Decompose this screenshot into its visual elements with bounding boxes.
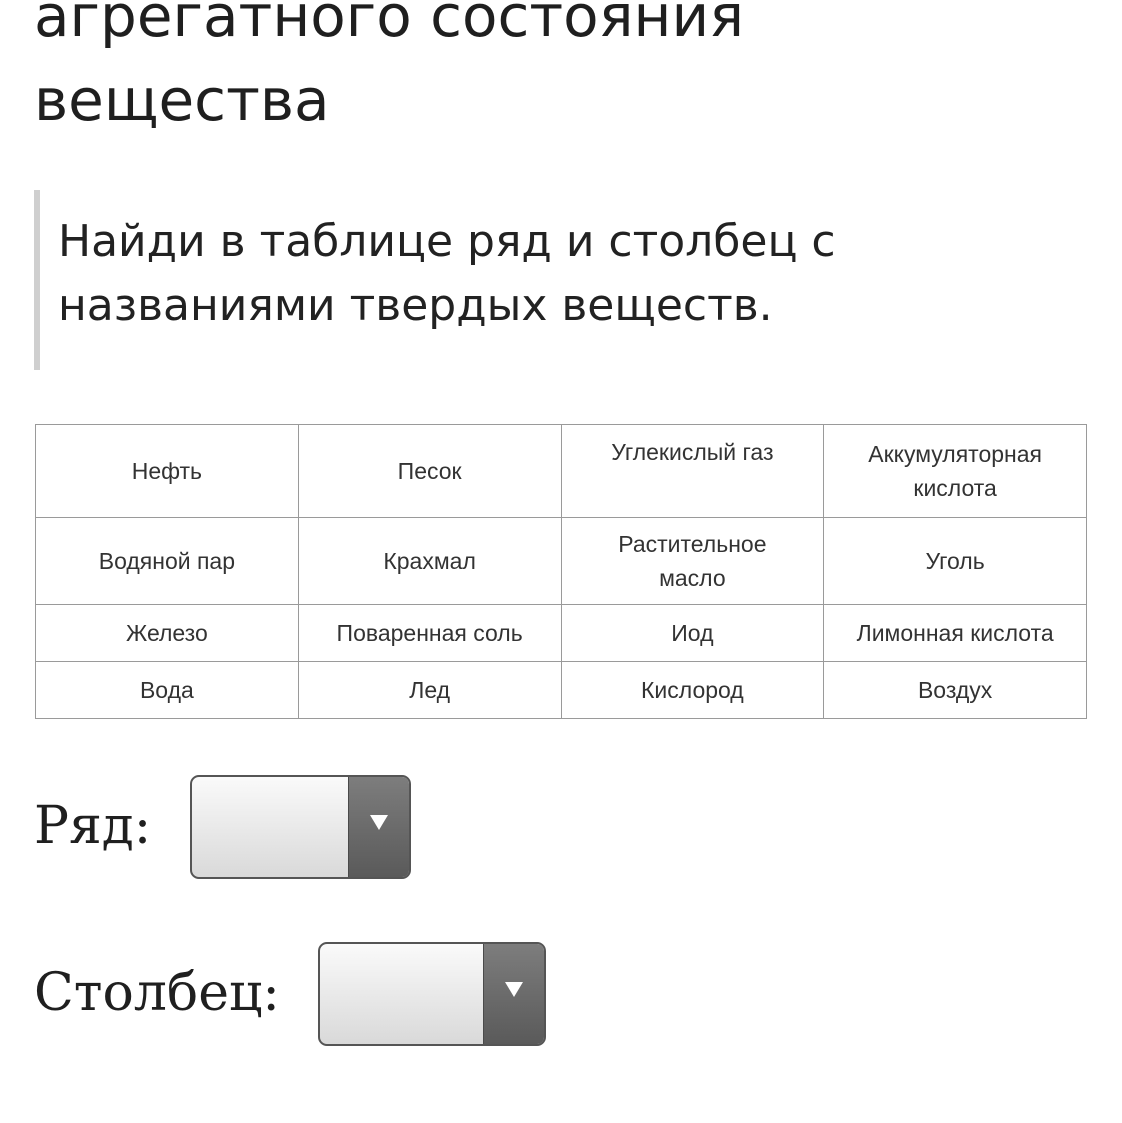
- table-cell: Кислород: [561, 662, 824, 719]
- table-cell: Водяной пар: [36, 518, 299, 605]
- table-cell: Поваренная соль: [298, 605, 561, 662]
- table-cell: Аккумуляторная кислота: [824, 425, 1087, 518]
- page-title-line-1: агрегатного состояния: [34, 0, 745, 50]
- chevron-down-icon[interactable]: [348, 777, 409, 877]
- instruction-blockquote: [34, 190, 1074, 370]
- table-cell: Углекислый газ: [561, 425, 824, 518]
- column-label: Столбец:: [34, 963, 280, 1023]
- substances-table: [35, 424, 1087, 719]
- table-cell: Песок: [298, 425, 561, 518]
- table-row: [36, 518, 1087, 605]
- table-cell: Железо: [36, 605, 299, 662]
- table-cell: Воздух: [824, 662, 1087, 719]
- column-select[interactable]: [318, 942, 546, 1046]
- table-row: [36, 662, 1087, 719]
- row-label: Ряд:: [34, 796, 152, 856]
- page-title-line-2: вещества: [34, 66, 330, 134]
- table-cell: Лимонная кислота: [824, 605, 1087, 662]
- table-cell: Уголь: [824, 518, 1087, 605]
- table-cell: Вода: [36, 662, 299, 719]
- instruction-line-1: Найди в таблице ряд и столбец с: [58, 216, 836, 267]
- table-cell: Нефть: [36, 425, 299, 518]
- table-row: [36, 605, 1087, 662]
- row-select[interactable]: [190, 775, 411, 879]
- instruction-line-2: названиями твердых веществ.: [58, 280, 773, 331]
- table-cell: Иод: [561, 605, 824, 662]
- table-row: [36, 425, 1087, 518]
- table-cell: Крахмал: [298, 518, 561, 605]
- table-cell: Растительное масло: [561, 518, 824, 605]
- instruction-text: [58, 210, 1074, 338]
- page-title: [34, 0, 1094, 142]
- chevron-down-icon[interactable]: [483, 944, 544, 1044]
- table-cell: Лед: [298, 662, 561, 719]
